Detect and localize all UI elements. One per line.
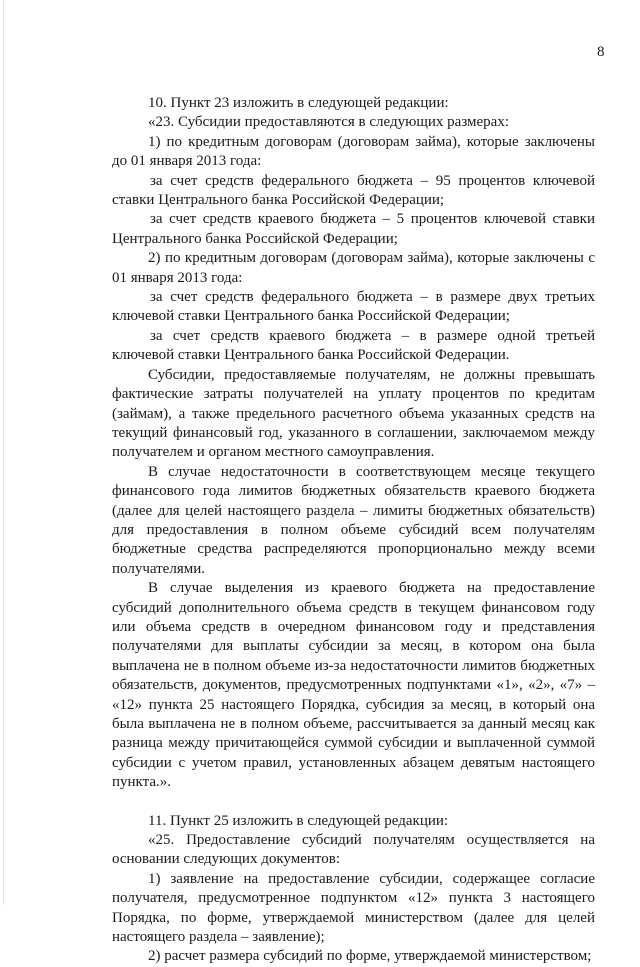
section-10-paragraph: за счет средств федерального бюджета – 95 процентов ключевой ставки Центрального банка Российской Федерации; bbox=[112, 172, 595, 209]
section-10-paragraph: за счет средств федерального бюджета – в размере двух третьих ключевой ставки Центрального банка Российской Федерации; bbox=[112, 289, 595, 325]
page-edge bbox=[3, 0, 4, 905]
page-number: 8 bbox=[597, 44, 605, 60]
section-10-paragraph: В случае выделения из краевого бюджета на предоставление субсидий дополнительного объема средств в текущем финансовом году или объема средств в очередном финансовом году и представления получателями для выплаты субсидии за месяц, в котором она была выплачена не в полном объеме из-за недостаточности лимитов бюджетных обязательств, документов, предусмотренных подпунктами «1», «2», «7» – «12» пункта 25 настоящего Порядка, субсидия за месяц, в который она была выплачена не в полном объеме, рассчитывается за данный месяц как разница между причитающейся суммой субсидии и выплаченной суммой субсидии с учетом правил, установленных абзацем девятым настоящего пункта.». bbox=[112, 580, 595, 791]
section-11-paragraph: 1) заявление на предоставление субсидии, содержащее согласие получателя, предусмотренное подпунктом «12» пункта 3 настоящего Порядка, по форме, утверждаемой министерством (далее для целей настоящего раздела – заявление); bbox=[112, 870, 595, 946]
section-10-paragraph: 1) по кредитным договорам (договорам займа), которые заключены до 01 января 2013 года: bbox=[112, 133, 595, 170]
section-11-paragraph: 2) расчет размера субсидий по форме, утверждаемой министерством; bbox=[148, 948, 592, 965]
document-body bbox=[112, 94, 595, 967]
section-10-paragraph: «23. Субсидии предоставляются в следующих размерах: bbox=[148, 114, 510, 131]
section-10-paragraph: за счет средств краевого бюджета – 5 процентов ключевой ставки Центрального банка Российской Федерации; bbox=[112, 211, 595, 247]
section-10-paragraph: за счет средств краевого бюджета – в размере одной третьей ключевой ставки Центрального банка Российской Федерации. bbox=[112, 327, 595, 364]
section-10-paragraph: 2) по кредитным договорам (договорам займа), которые заключены с 01 января 2013 года: bbox=[112, 250, 595, 286]
section-11-paragraph: «25. Предоставление субсидий получателям осуществляется на основании следующих документов: bbox=[112, 832, 595, 868]
section-10-paragraph: В случае недостаточности в соответствующем месяце текущего финансового года лимитов бюджетных обязательств краевого бюджета (далее для целей настоящего раздела – лимиты бюджетных обязательств) для предоставления в полном объеме субсидий всем получателям бюджетные средства распределяются пропорционально между всеми получателями. bbox=[112, 463, 595, 577]
section-10-heading: 10. Пункт 23 изложить в следующей редакции: bbox=[148, 95, 449, 111]
section-11-heading: 11. Пункт 25 изложить в следующей редакции: bbox=[148, 812, 449, 829]
section-10-paragraph: Субсидии, предоставляемые получателям, не должны превышать фактические затраты получателей на уплату процентов по кредитам (займам), а также предельного расчетного объема указанных средств на текущий финансовый год, указанного в соглашении, заключаемом между получателем и органом местного самоуправления. bbox=[112, 366, 595, 461]
